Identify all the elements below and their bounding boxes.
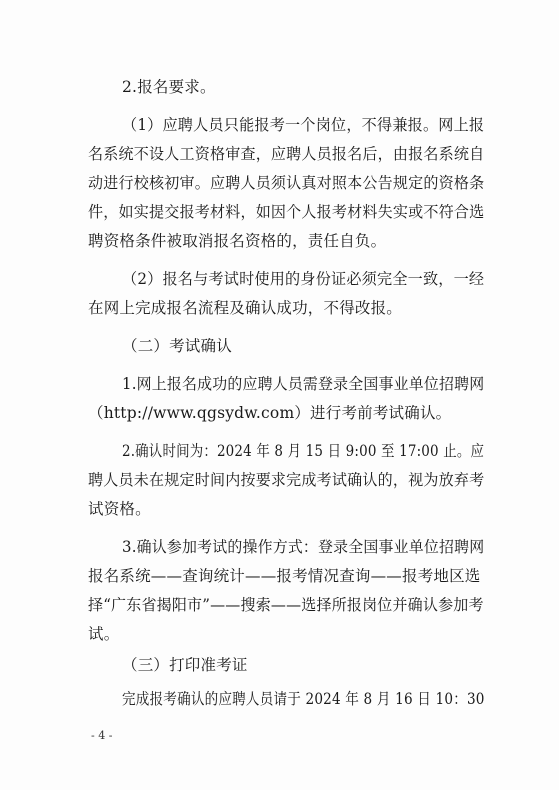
text-line: 择“广东省揭阳市”——搜索——选择所报岗位并确认参加考: [88, 596, 484, 614]
text-line: 2.报名要求。: [122, 78, 216, 96]
text-line: （1）应聘人员只能报考一个岗位，不得兼报。网上报: [122, 116, 485, 134]
page-number: - 4 -: [91, 729, 113, 742]
text-line: 试。: [88, 625, 120, 643]
text-line: 报名系统——查询统计——报考情况查询——报考地区选: [88, 567, 481, 585]
section-heading: （二）考试确认: [122, 337, 232, 355]
text-line: 试资格。: [88, 500, 151, 518]
text-line: 件，如实提交报考材料，如因个人报考材料失实或不符合选: [88, 203, 485, 221]
text-line: 动进行校核初审。应聘人员须认真对照本公告规定的资格条: [88, 174, 485, 192]
text-line: （2）报名与考试时使用的身份证必须完全一致，一经: [122, 270, 485, 288]
text-line: 名系统不设人工资格审查，应聘人员报名后，由报名系统自: [88, 145, 485, 163]
text-line: 2.确认时间为：2024 年 8 月 15 日 9:00 至 17:00 止。应: [122, 442, 485, 460]
text-line: （http://www.qgsydw.com）进行考前考试确认。: [88, 404, 452, 422]
text-line: 在网上完成报名流程及确认成功，不得改报。: [88, 299, 403, 317]
text-line: 完成报考确认的应聘人员请于 2024 年 8 月 16 日 10：30: [122, 690, 485, 708]
text-line: 聘人员未在规定时间内按要求完成考试确认的，视为放弃考: [88, 471, 485, 489]
text-line: 1.网上报名成功的应聘人员需登录全国事业单位招聘网: [122, 375, 485, 393]
text-line: 聘资格条件被取消报名资格的，责任自负。: [88, 232, 387, 250]
section-heading: （三）打印准考证: [122, 656, 248, 674]
text-line: 3.确认参加考试的操作方式：登录全国事业单位招聘网: [122, 538, 485, 556]
